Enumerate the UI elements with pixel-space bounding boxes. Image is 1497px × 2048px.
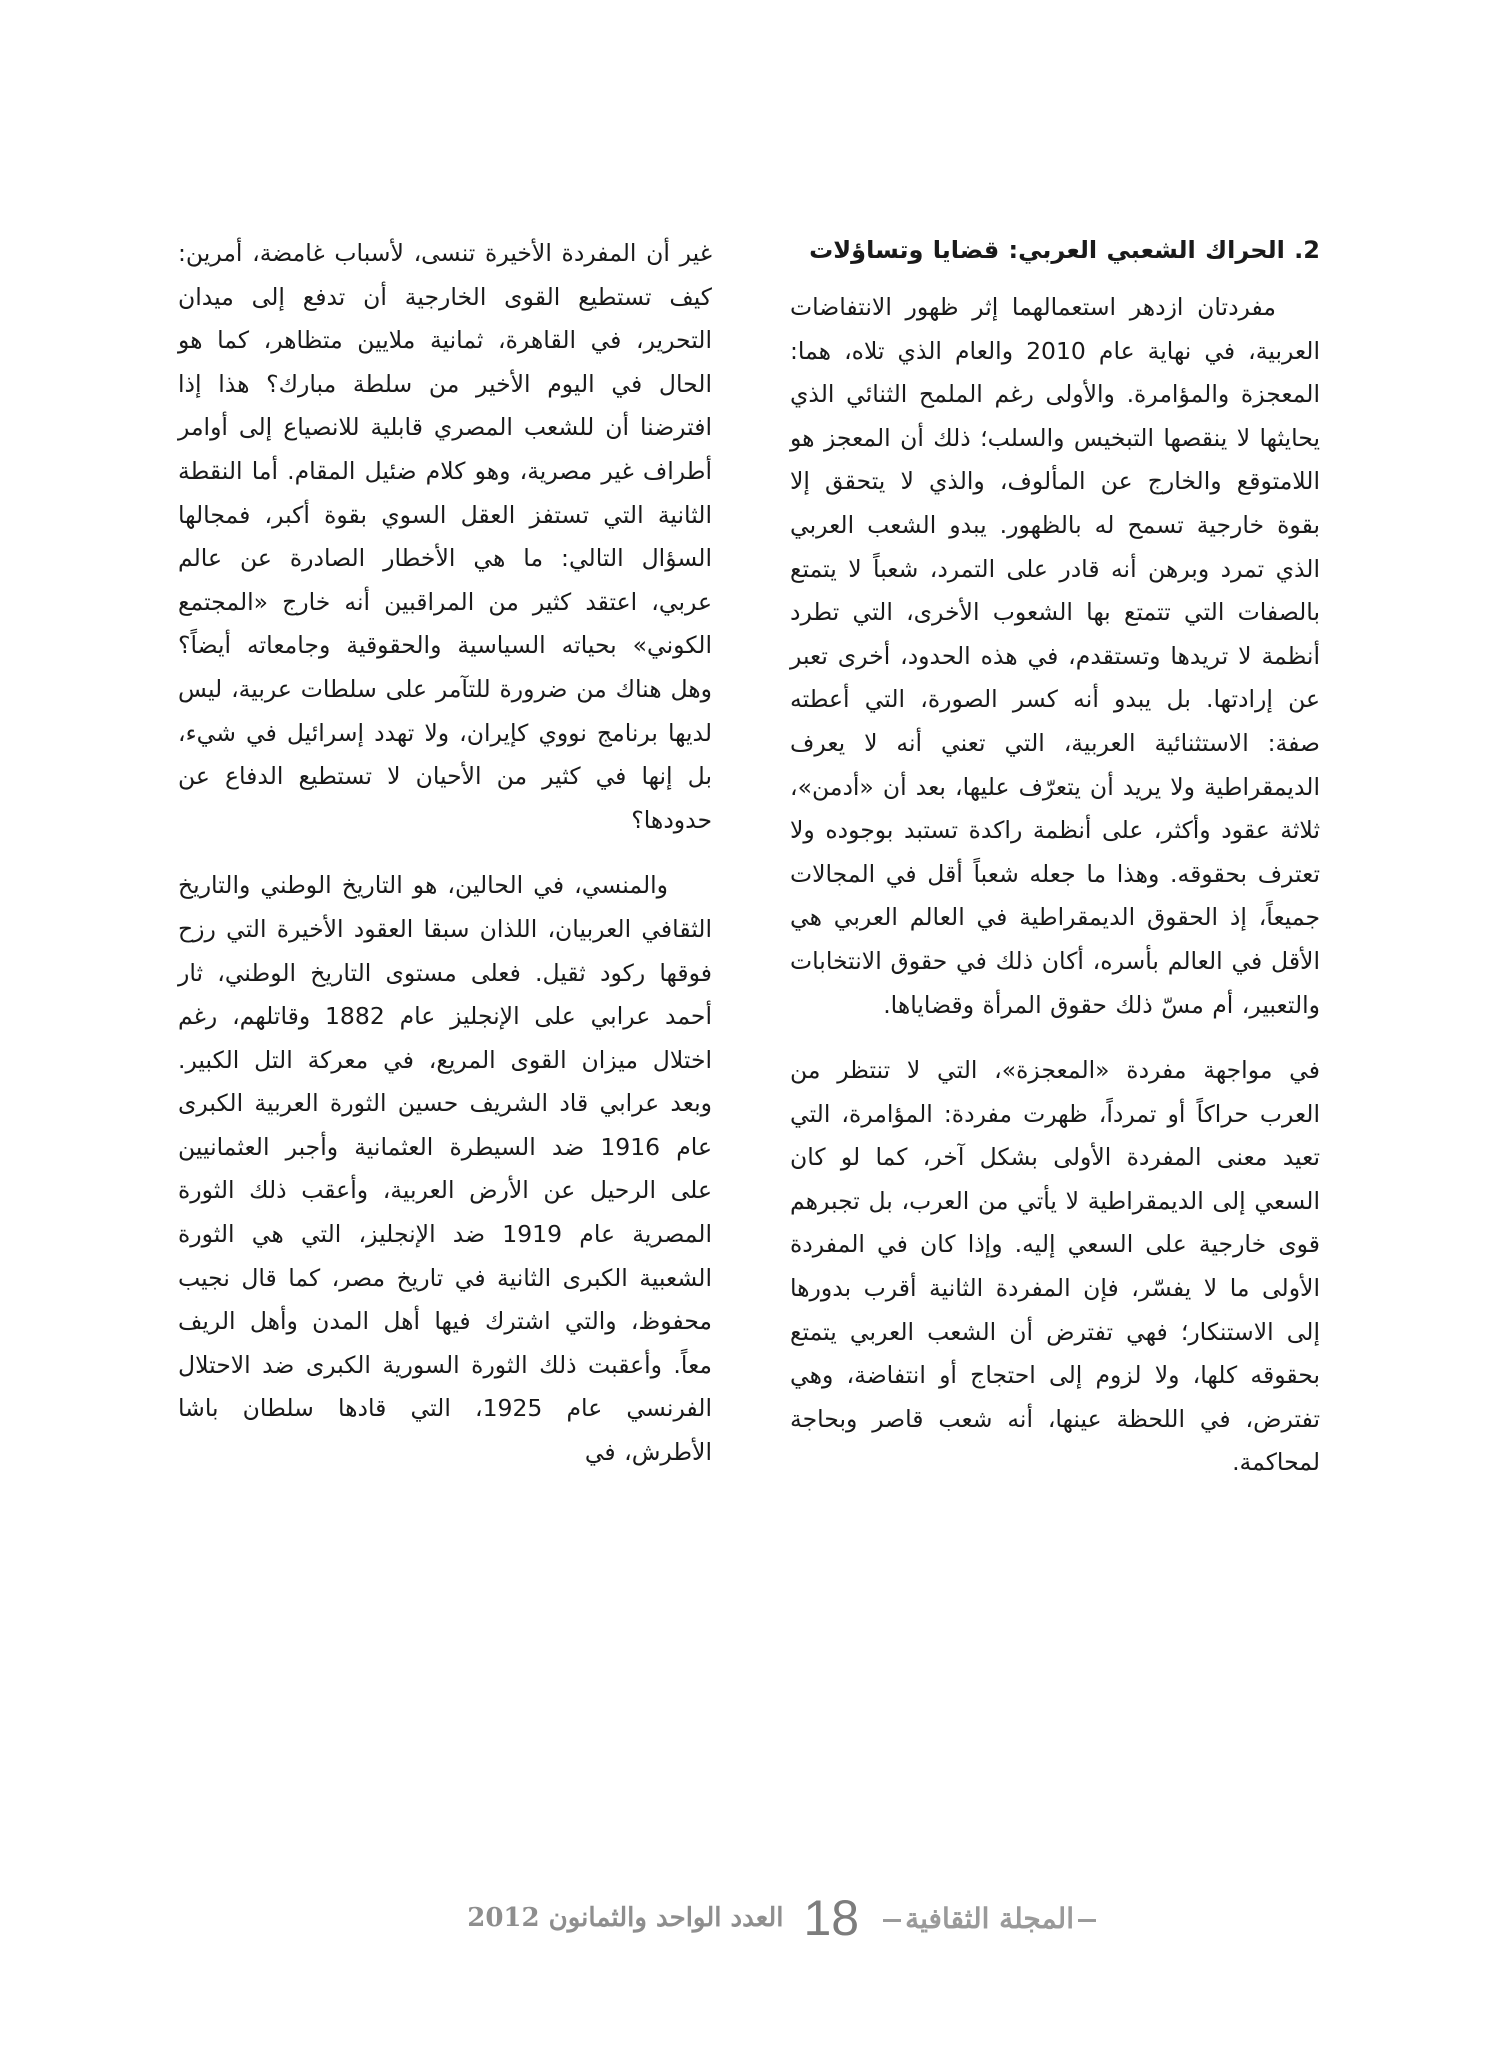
page-number: 18 <box>803 1890 860 1946</box>
paragraph-right-1: مفردتان ازدهر استعمالهما إثر ظهور الانتفاضات العربية، في نهاية عام 2010 والعام الذي تلاه، هما: المعجزة والمؤامرة. والأولى رغم الملمح الثنائي الذي يحايثها لا ينقصها التبخيس والسلب؛ ذلك أن المعجز هو اللامتوقع والخارج عن المألوف، والذي لا يتحقق إلا بقوة خارجية تسمح له بالظهور. يبدو الشعب العربي الذي تمرد وبرهن أنه قادر على التمرد، شعباً لا يتمتع بالصفات التي تتمتع بها الشعوب الأخرى، التي تطرد أنظمة لا تريدها وتستقدم، في هذه الحدود، أخرى تعبر عن إرادتها. بل يبدو أنه كسر الصورة، التي أعطته صفة: الاستثنائية العربية، التي تعني أنه لا يعرف الديمقراطية ولا يريد أن يتعرّف عليها، بعد أن «أدمن»، ثلاثة عقود وأكثر، على أنظمة راكدة تستبد بوجوده ولا تعترف بحقوقه. وهذا ما جعله شعباً أقل في المجالات جميعاً، إذ الحقوق الديمقراطية في العالم العربي هي الأقل في العالم بأسره، أكان ذلك في حقوق الانتخابات والتعبير، أم مسّ ذلك حقوق المرأة وقضاياها. <box>790 293 1320 1019</box>
left-column <box>178 232 712 1475</box>
section-title: 2. الحراك الشعبي العربي: قضايا وتساؤلات <box>809 236 1320 264</box>
issue-label: العدد الواحد والثمانون 2012 <box>467 1903 784 1933</box>
magazine-logo <box>879 1902 1100 1935</box>
paragraph-left-1: غير أن المفردة الأخيرة تنسى، لأسباب غامضة، أمرين: كيف تستطيع القوى الخارجية أن تدفع إلى ميدان التحرير، في القاهرة، ثمانية ملايين متظاهر، كما هو الحال في اليوم الأخير من سلطة مبارك؟ هذا إذا افترضنا أن للشعب المصري قابلية للانصياع إلى أوامر أطراف غير مصرية، وهو كلام ضئيل المقام. أما النقطة الثانية التي تستفز العقل السوي بقوة أكبر، فمجالها السؤال التالي: ما هي الأخطار الصادرة عن عالم عربي، اعتقد كثير من المراقبين أنه خارج «المجتمع الكوني» بحياته السياسية والحقوقية وجامعاته أيضاً؟ وهل هناك من ضرورة للتآمر على سلطات عربية، ليس لديها برنامج نووي كإيران، ولا تهدد إسرائيل في شيء، بل إنها في كثير من الأحيان لا تستطيع الدفاع عن حدودها؟ <box>178 239 712 834</box>
logo-line-icon <box>1078 1919 1096 1922</box>
page-footer <box>420 1888 1100 1948</box>
logo-line-icon <box>883 1919 901 1922</box>
right-column <box>790 232 1320 1485</box>
magazine-name: المجلة الثقافية <box>905 1901 1074 1935</box>
paragraph-right-2: في مواجهة مفردة «المعجزة»، التي لا تنتظر من العرب حراكاً أو تمرداً، ظهرت مفردة: المؤامرة، التي تعيد معنى المفردة الأولى بشكل آخر، كما لو كان السعي إلى الديمقراطية لا يأتي من العرب، بل تجبرهم قوى خارجية على السعي إليه. وإذا كان في المفردة الأولى ما لا يفسّر، فإن المفردة الثانية أقرب بدورها إلى الاستنكار؛ فهي تفترض أن الشعب العربي يتمتع بحقوقه كلها، ولا لزوم إلى احتجاج أو انتفاضة، وهي تفترض، في اللحظة عينها، أنه شعب قاصر وبحاجة لمحاكمة. <box>790 1056 1320 1477</box>
paragraph-left-2: والمنسي، في الحالين، هو التاريخ الوطني والتاريخ الثقافي العربيان، اللذان سبقا العقود الأخيرة التي رزح فوقها ركود ثقيل. فعلى مستوى التاريخ الوطني، ثار أحمد عرابي على الإنجليز عام 1882 وقاتلهم، رغم اختلال ميزان القوى المريع، في معركة التل الكبير. وبعد عرابي قاد الشريف حسين الثورة العربية الكبرى عام 1916 ضد السيطرة العثمانية وأجبر العثمانيين على الرحيل عن الأرض العربية، وأعقب ذلك الثورة المصرية عام 1919 ضد الإنجليز، التي هي الثورة الشعبية الكبرى الثانية في تاريخ مصر، كما قال نجيب محفوظ، والتي اشترك فيها أهل المدن وأهل الريف معاً. وأعقبت ذلك الثورة السورية الكبرى ضد الاحتلال الفرنسي عام 1925، التي قادها سلطان باشا الأطرش، في <box>178 871 712 1467</box>
